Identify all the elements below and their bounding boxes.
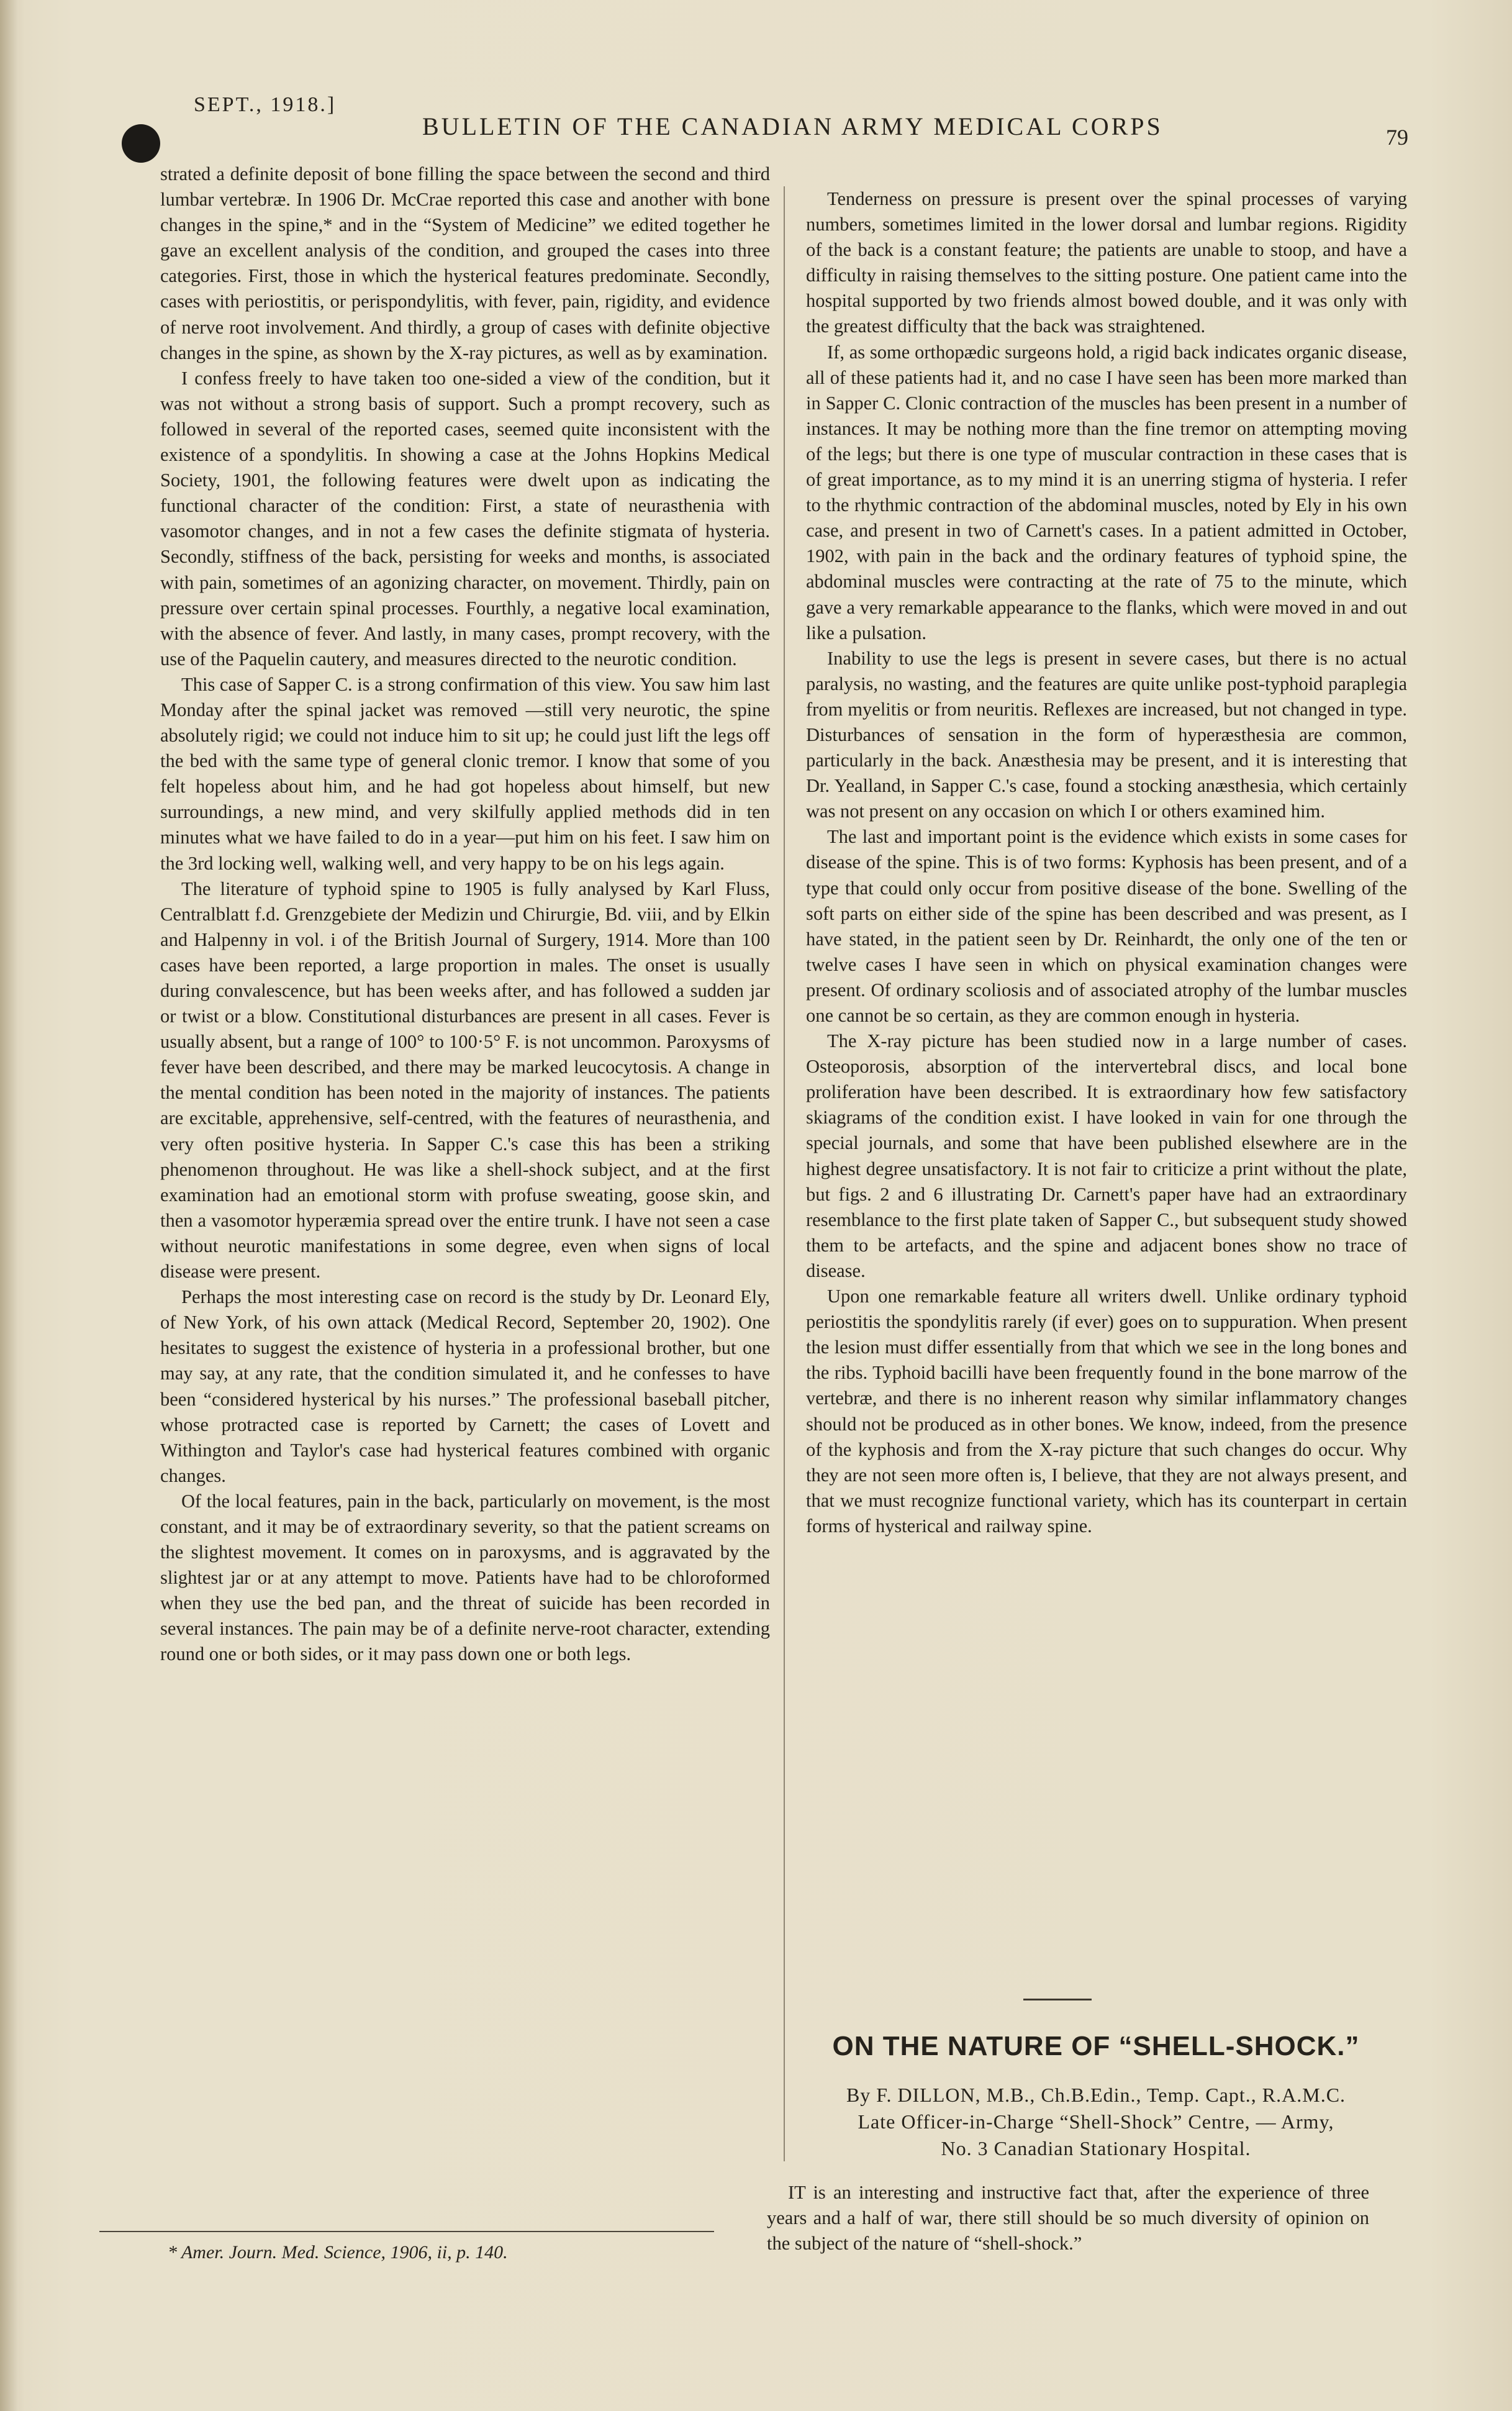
footnote-rule [99,2231,714,2232]
article-title: ON THE NATURE OF “SHELL-SHOCK.” [832,2031,1360,2061]
column-divider [784,186,785,2161]
paragraph: The X-ray picture has been studied now in a large number of cases. Osteoporosis, absorption of the intervertebral discs, and local bone proliferation have been described. It is extraordinary how few satisfactory skiagrams of the condition exist. I have looked in vain for one through the special journals, and some that have been published elsewhere are in the highest degree unsatisfactory. It is not fair to criticize a print without the plate, but figs. 2 and 6 illustrating Dr. Carnett's paper have had an extraordinary resemblance to the first plate taken of Sapper C., but subsequent study showed them to be artefacts, and the spine and adjacent bones show no trace of disease. [806,1030,1407,1281]
paragraph: The literature of typhoid spine to 1905 is fully analysed by Karl Fluss, Centralblatt f.d. Grenzgebiete der Medizin und Chirurgie, Bd. viii, and by Elkin and Halpenny in vol. i of the British Journal of Surgery, 1914. More than 100 cases have been reported, a large proportion in males. The onset is usually during convalescence, but has been weeks after, and has followed a sudden jar or twist or a blow. Constitutional disturbances are present in all cases. Fever is usually absent, but a range of 100° to 100·5° F. is not uncommon. Paroxysms of fever have been described, and there may be marked leucocytosis. A change in the mental condition has been noted in the majority of instances. The patients are excitable, apprehensive, self-centred, with the features of neurasthenia, and very often positive hysteria. In Sapper C.'s case this has been a striking phenomenon throughout. He was like a shell-shock subject, and at the first examination had an emotional storm with profuse sweating, goose skin, and then a vasomotor hyperæmia spread over the entire trunk. I have not seen a case without neurotic manifestations in some degree, even when signs of local disease were present. [160,878,770,1283]
right-column [806,186,1407,1963]
paragraph: Perhaps the most interesting case on record is the study by Dr. Leonard Ely, of New York, of his own attack (Medical Record, September 20, 1902). One hesitates to suggest the existence of hysteria in a professional brother, but one may say, at any rate, that the condition simulated it, and he confesses to have been “considered hysterical by his nurses.” The professional baseball pitcher, whose protracted case is reported by Carnett; the cases of Lovett and Withington and Taylor's case had hysterical features combined with organic changes. [160,1286,770,1486]
paragraph: The last and important point is the evidence which exists in some cases for disease of the spine. This is of two forms: Kyphosis has been present, and of a type that could only occur from positive disease of the bone. Swelling of the soft parts on either side of the spine has been described and was present, as I have stated, in the patient seen by Dr. Reinhardt, the only one of the ten or twelve cases I have seen in which on physical examination changes were present. Of ordinary scoliosis and of associated atrophy of the lumbar muscles one cannot be so certain, as they are common enough in hysteria. [806,826,1407,1026]
article-byline-hospital: No. 3 Canadian Stationary Hospital. [941,2137,1251,2159]
article-byline-position: Late Officer-in-Charge “Shell-Shock” Centre, — Army, [858,2110,1334,2133]
paragraph: If, as some orthopædic surgeons hold, a rigid back indicates organic disease, all of these patients had it, and no case I have seen has been more marked than in Sapper C. Clonic contraction of the muscles has been present in a number of instances. It may be nothing more than the fine tremor on attempting moving of the legs; but there is one type of muscular contraction in these cases that is of great importance, as to my mind it is an unerring stigma of hysteria. I refer to the rhythmic contraction of the abdominal muscles, noted by Ely in his own case, and present in two of Carnett's cases. In a patient admitted in October, 1902, with pain in the back and the ordinary features of typhoid spine, the abdominal muscles were contracting at the rate of 75 to the minute, which gave a very remarkable appearance to the flanks, which were moved in and out like a pulsation. [806,341,1407,643]
binding-hole [122,124,160,163]
paragraph: Upon one remarkable feature all writers dwell. Unlike ordinary typhoid periostitis the spondylitis rarely (if ever) goes on to suppuration. When present the lesion must differ essentially from that which we see in the long bones and the ribs. Typhoid bacilli have been frequently found in the bone marrow of the vertebræ, and there is no inherent reason why similar inflammatory changes should not be produced as in other bones. We know, indeed, from the presence of the kyphosis and from the X-ray picture that such changes do occur. Why they are not seen more often is, I believe, that they are not always present, and that we must recognize functional variety, which has its counterpart in certain forms of hysterical and railway spine. [806,1286,1407,1537]
paragraph: strated a definite deposit of bone filling the space between the second and third lumbar vertebræ. In 1906 Dr. McCrae reported this case and another with bone changes in the spine,* and in the “System of Medicine” we edited together he gave an excellent analysis of the condition, and grouped the cases into three categories. First, those in which the hysterical features predominate. Secondly, cases with periostitis, or perispondylitis, with fever, pain, rigidity, and evidence of nerve root involvement. And thirdly, a group of cases with definite objective changes in the spine, as shown by the X-ray pictures, as well as by examination. [160,163,770,363]
paragraph: Of the local features, pain in the back, particularly on movement, is the most constant, and it may be of extraordinary severity, so that the patient screams on the slightest movement. It comes on in paroxysms, and is aggravated by the slightest jar or at any attempt to move. Patients have had to be chloroformed when they use the bed pan, and the threat of suicide has been recorded in several instances. The pain may be of a definite nerve-root character, extending round one or both sides, or it may pass down one or both legs. [160,1490,770,1665]
paragraph: This case of Sapper C. is a strong confirmation of this view. You saw him last Monday after the spinal jacket was removed —still very neurotic, the spine absolutely rigid; we could not induce him to sit up; he could just lift the legs off the bed with the same type of general clonic tremor. I know that some of you felt hopeless about him, and he had got hopeless about himself, but new surroundings, a new mind, and very skilfully applied methods did in ten minutes what we have failed to do in a year—put him on his feet. I saw him on the 3rd locking well, walking well, and very happy to be on his legs again. [160,673,770,874]
binding-edge [0,0,19,2411]
paragraph: Inability to use the legs is present in severe cases, but there is no actual paralysis, no wasting, and the features are quite unlike post-typhoid paraplegia from myelitis or from neuritis. Reflexes are increased, but not changed in type. Disturbances of sensation in the form of hyperæsthesia are common, particularly in the back. Anæsthesia may be present, and it is interesting that Dr. Yealland, in Sapper C.'s case, found a stocking anæsthesia, which certainly was not present on any occasion on which I or others examined him. [806,647,1407,822]
article-separator [1023,1999,1092,2000]
article-opening-paragraph: IT is an interesting and instructive fact that, after the experience of three years and a half of war, there still should be so much diversity of opinion on the subject of the nature of “shell-shock.” [767,2182,1369,2254]
footnote: * Amer. Journ. Med. Science, 1906, ii, p. 140. [168,2242,508,2263]
running-header-date: SEPT., 1918.] [194,93,337,116]
page-number: 79 [1386,125,1408,150]
running-header-title: BULLETIN OF THE CANADIAN ARMY MEDICAL CORPS [422,112,1163,140]
article-byline-author: By F. DILLON, M.B., Ch.B.Edin., Temp. Capt., R.A.M.C. [846,2084,1346,2106]
paragraph: I confess freely to have taken too one-sided a view of the condition, but it was not without a strong basis of support. Such a prompt recovery, such as followed in several of the reported cases, seemed quite inconsistent with the existence of a spondylitis. In showing a case at the Johns Hopkins Medical Society, 1901, the following features were dwelt upon as indicating the functional character of the condition: First, a state of neurasthenia with vasomotor changes, and in not a few cases the definite stigmata of hysteria. Secondly, stiffness of the back, persisting for weeks and months, is associated with pain, sometimes of an agonizing character, on movement. Thirdly, pain on pressure over certain spinal processes. Fourthly, a negative local examination, with the absence of fever. And lastly, in many cases, prompt recovery, with the use of the Paquelin cautery, and measures directed to the neurotic condition. [160,367,770,670]
paragraph: Tenderness on pressure is present over the spinal processes of varying numbers, sometimes limited in the lower dorsal and lumbar regions. Rigidity of the back is a constant feature; the patients are unable to stoop, and have a difficulty in raising themselves to the sitting posture. One patient came into the hospital supported by two friends almost bowed double, and it was only with the greatest difficulty that the back was straightened. [806,188,1407,337]
left-column [160,161,770,2217]
